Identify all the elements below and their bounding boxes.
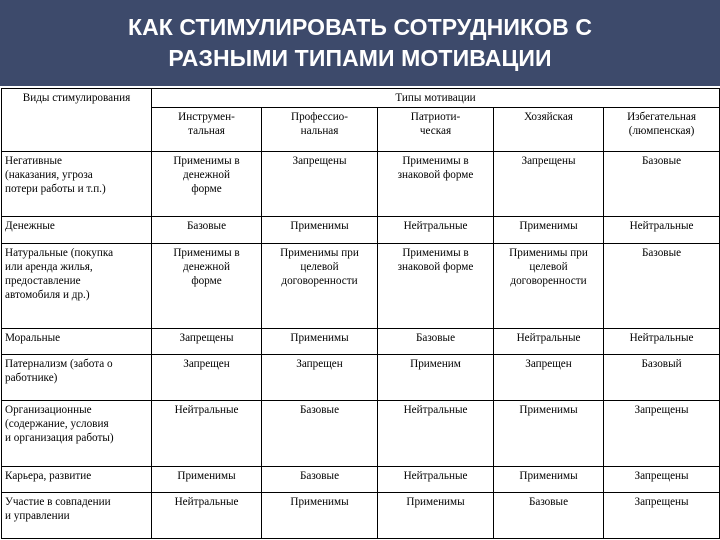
table-cell: Запрещен [152, 355, 262, 401]
column-header-4: Хозяйская [494, 108, 604, 152]
header-motivation-types: Типы мотивации [152, 89, 720, 108]
table-cell: Запрещены [494, 152, 604, 217]
table-row [2, 355, 720, 401]
row-label: Негативные (наказания, угроза потери работы и т.п.) [2, 152, 152, 217]
table-cell: Применимы при целевой договоренности [494, 243, 604, 328]
row-label: Участие в совпадении и управлении [2, 493, 152, 539]
table-cell: Применимы в денежной форме [152, 152, 262, 217]
table-row [2, 328, 720, 354]
table-cell: Базовые [604, 152, 720, 217]
table-row [2, 466, 720, 492]
table-cell: Применимы в денежной форме [152, 243, 262, 328]
row-label: Организационные (содержание, условия и организация работы) [2, 401, 152, 466]
row-label: Натуральные (покупка или аренда жилья, предоставление автомобиля и др.) [2, 243, 152, 328]
table-row [2, 401, 720, 466]
table-cell: Применимы при целевой договоренности [262, 243, 378, 328]
table-cell: Базовые [262, 401, 378, 466]
table-cell: Применимы [152, 466, 262, 492]
table-cell: Применимы в знаковой форме [378, 243, 494, 328]
page-title: КАК СТИМУЛИРОВАТЬ СОТРУДНИКОВ С РАЗНЫМИ ТИПАМИ МОТИВАЦИИ [127, 14, 593, 71]
column-header-2: Профессио- нальная [262, 108, 378, 152]
table-cell: Нейтральные [604, 217, 720, 243]
table-cell: Запрещены [262, 152, 378, 217]
table-row [2, 243, 720, 328]
row-label: Патернализм (забота о работнике) [2, 355, 152, 401]
table-cell: Нейтральные [152, 401, 262, 466]
table-cell: Применимы в знаковой форме [378, 152, 494, 217]
table-cell: Запрещены [604, 401, 720, 466]
table-cell: Запрещены [604, 493, 720, 539]
table-cell: Применимы [262, 217, 378, 243]
table-cell: Базовые [262, 466, 378, 492]
table-cell: Нейтральные [378, 217, 494, 243]
row-label: Карьера, развитие [2, 466, 152, 492]
table-cell: Базовые [152, 217, 262, 243]
table-cell: Базовые [378, 328, 494, 354]
table-cell: Применимы [494, 466, 604, 492]
table-cell: Базовый [604, 355, 720, 401]
table-cell: Запрещен [494, 355, 604, 401]
title-bar [0, 0, 720, 86]
table-cell: Применимы [494, 401, 604, 466]
table-row [2, 217, 720, 243]
table-cell: Запрещен [262, 355, 378, 401]
column-header-5: Избегательная (люмпенская) [604, 108, 720, 152]
table-cell: Нейтральные [604, 328, 720, 354]
table-cell: Применимы [378, 493, 494, 539]
table-cell: Базовые [494, 493, 604, 539]
table-cell: Нейтральные [152, 493, 262, 539]
row-label: Денежные [2, 217, 152, 243]
table-cell: Нейтральные [378, 401, 494, 466]
table-cell: Применимы [262, 493, 378, 539]
table-cell: Нейтральные [494, 328, 604, 354]
table-cell: Применимы [494, 217, 604, 243]
table-cell: Нейтральные [378, 466, 494, 492]
table-cell: Базовые [604, 243, 720, 328]
motivation-table [1, 88, 720, 539]
table-row [2, 493, 720, 539]
table-row [2, 152, 720, 217]
column-header-1: Инструмен- тальная [152, 108, 262, 152]
row-label: Моральные [2, 328, 152, 354]
table-cell: Запрещены [152, 328, 262, 354]
column-header-3: Патриоти- ческая [378, 108, 494, 152]
header-stimulation-kinds: Виды стимулирования [2, 89, 152, 152]
table-cell: Запрещены [604, 466, 720, 492]
table-cell: Применим [378, 355, 494, 401]
table-cell: Применимы [262, 328, 378, 354]
